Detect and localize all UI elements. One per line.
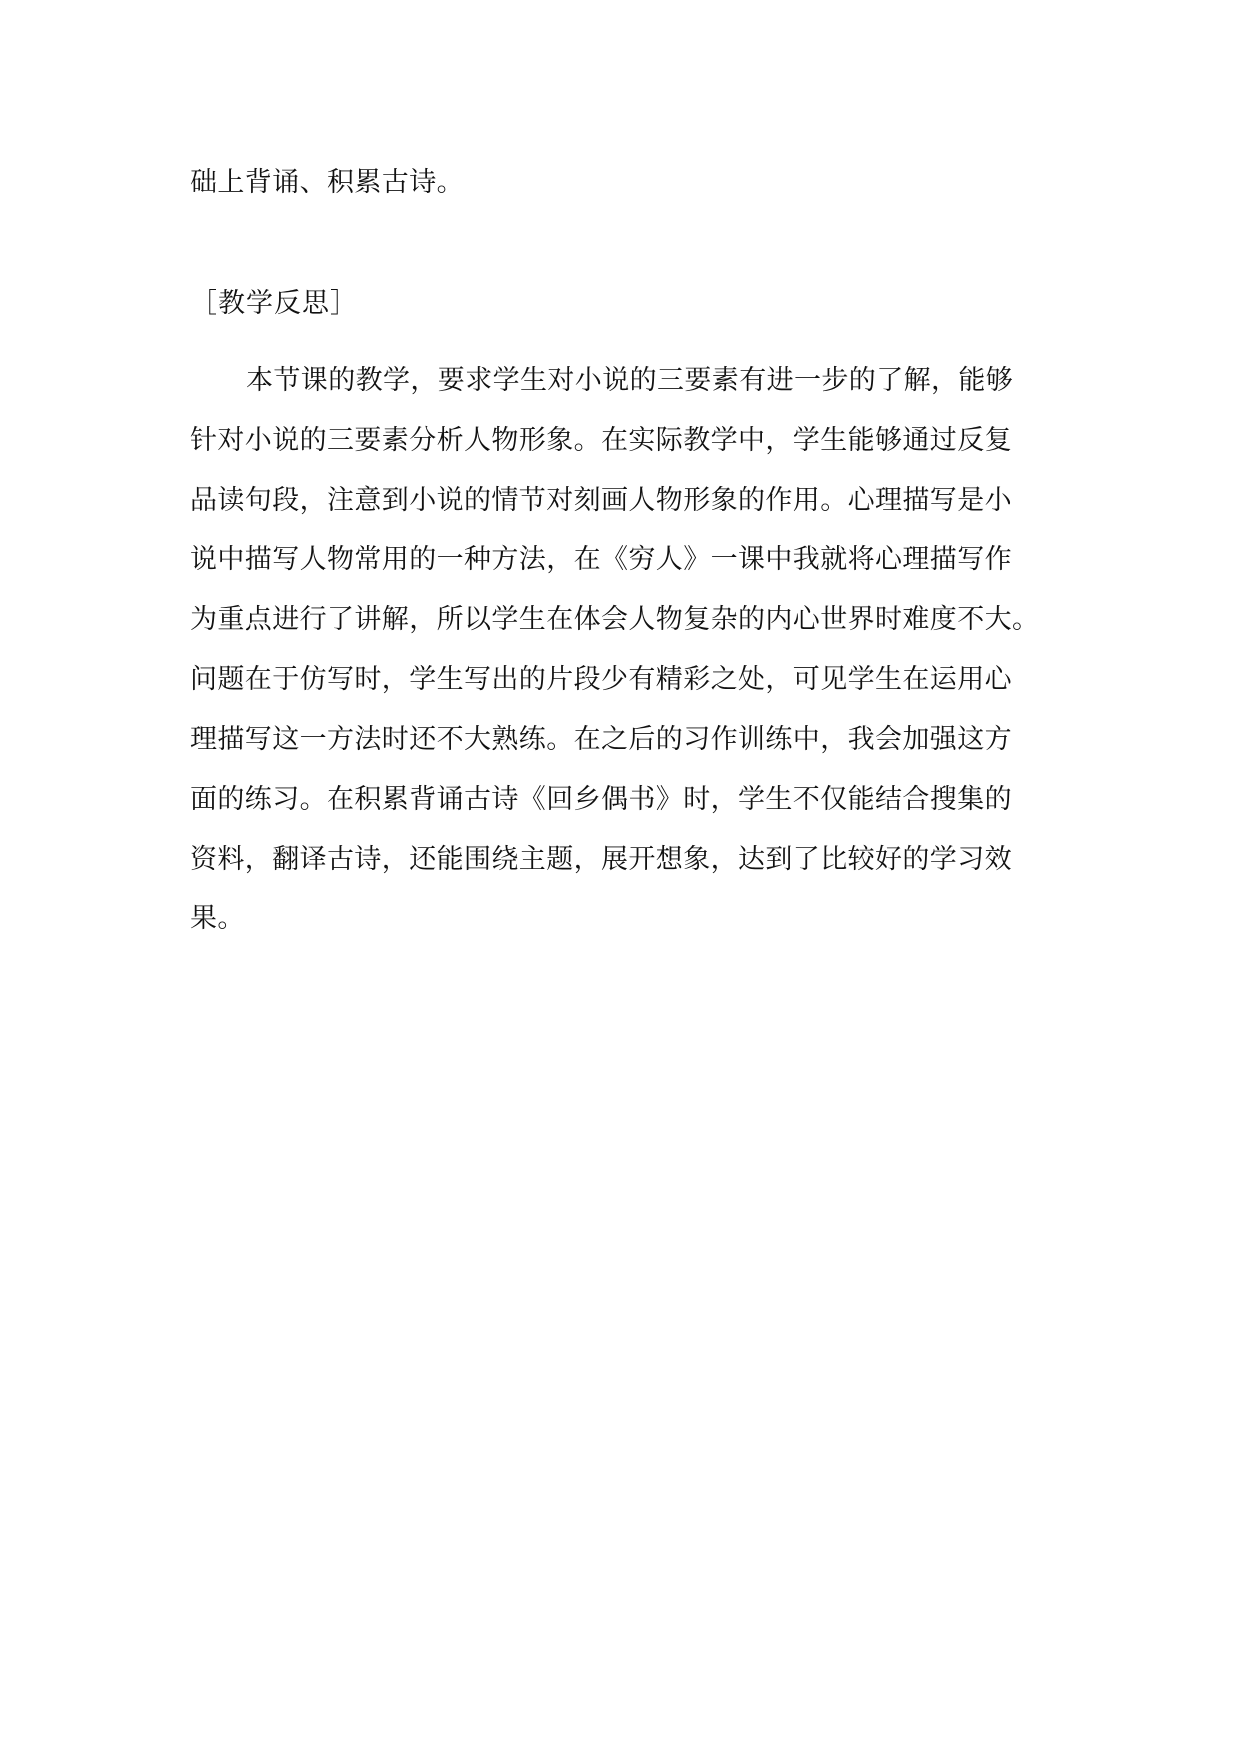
paragraph-line: 问题在于仿写时，学生写出的片段少有精彩之处，可见学生在运用心 [190, 664, 1012, 695]
paragraph-line: 本节课的教学，要求学生对小说的三要素有进一步的了解，能够 [246, 365, 1014, 396]
continuation-line: 础上背诵、积累古诗。 [190, 167, 464, 198]
paragraph-line: 面的练习。在积累背诵古诗《回乡偶书》时，学生不仅能结合搜集的 [190, 784, 1012, 815]
paragraph-line: 说中描写人物常用的一种方法，在《穷人》一课中我就将心理描写作 [190, 544, 1012, 575]
paragraph-line: 品读句段，注意到小说的情节对刻画人物形象的作用。心理描写是小 [190, 485, 1012, 516]
paragraph-line: 为重点进行了讲解，所以学生在体会人物复杂的内心世界时难度不大。 [190, 604, 1040, 635]
paragraph-line: 资料，翻译古诗，还能围绕主题，展开想象，达到了比较好的学习效 [190, 844, 1012, 875]
paragraph-line: 果。 [190, 903, 245, 934]
paragraph-line: 理描写这一方法时还不大熟练。在之后的习作训练中，我会加强这方 [190, 724, 1012, 755]
paragraph-line: 针对小说的三要素分析人物形象。在实际教学中，学生能够通过反复 [190, 425, 1012, 456]
section-heading: ［教学反思］ [190, 288, 358, 319]
